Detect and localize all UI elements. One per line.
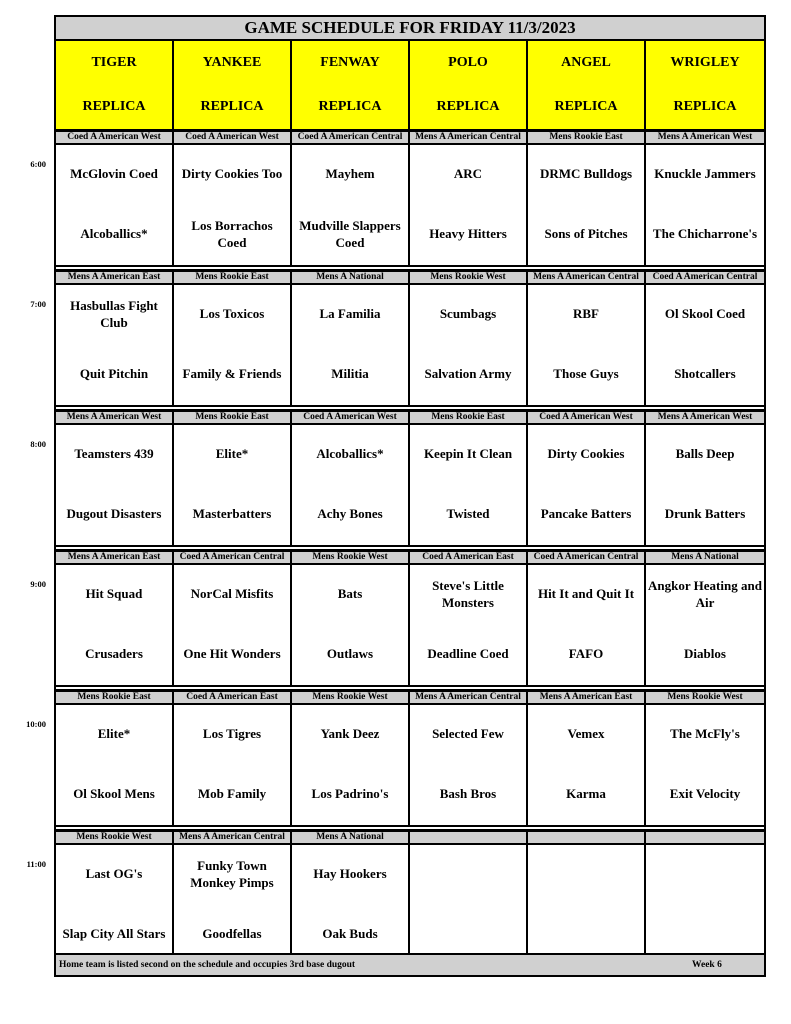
away-team: Mayhem: [325, 166, 375, 181]
game-cell: [174, 285, 292, 407]
away-team: NorCal Misfits: [190, 586, 274, 601]
game-cell: [56, 565, 174, 687]
home-team: Drunk Batters: [664, 506, 746, 521]
away-team: Dirty Cookies Too: [181, 166, 283, 181]
away-team: Hit Squad: [85, 586, 143, 601]
division-label: Mens A National: [292, 271, 410, 285]
division-label: Mens A American West: [646, 411, 764, 425]
away-team: McGlovin Coed: [70, 166, 158, 181]
away-team: Angkor Heating and Air: [648, 578, 762, 610]
away-team: Balls Deep: [675, 446, 735, 461]
game-cell: [646, 285, 764, 407]
home-team: Mob Family: [197, 786, 267, 801]
division-label: Coed A American East: [410, 551, 528, 565]
away-team: Scumbags: [439, 306, 497, 321]
home-team: Dugout Disasters: [66, 506, 162, 521]
game-cell: [528, 145, 646, 267]
game-cell: [292, 285, 410, 407]
division-label: Mens Rookie East: [174, 271, 292, 285]
home-team: Outlaws: [326, 646, 374, 661]
game-cell: [56, 845, 174, 967]
field-name: ANGEL: [561, 55, 611, 70]
game-cell: [528, 565, 646, 687]
home-team: Militia: [331, 366, 369, 381]
division-label: Mens A American East: [56, 551, 174, 565]
away-team: Hay Hookers: [313, 866, 387, 881]
field-header-angel: [528, 41, 646, 129]
time-slot-label: 7:00: [30, 299, 46, 309]
division-label: Coed A American Central: [528, 551, 646, 565]
game-cell: [410, 425, 528, 547]
away-team: DRMC Bulldogs: [539, 166, 633, 181]
away-team: Vemex: [567, 726, 605, 741]
game-cell: [292, 565, 410, 687]
division-label: Mens A National: [292, 831, 410, 845]
schedule-title: GAME SCHEDULE FOR FRIDAY 11/3/2023: [56, 17, 764, 41]
away-team: Last OG's: [85, 866, 143, 881]
game-cell: [56, 705, 174, 827]
game-cell: [56, 425, 174, 547]
away-team: Selected Few: [432, 726, 504, 741]
away-team: Dirty Cookies: [547, 446, 625, 461]
away-team: Hit It and Quit It: [537, 586, 635, 601]
field-header-polo: [410, 41, 528, 129]
away-team: Steve's Little Monsters: [432, 578, 504, 610]
home-team: Ol Skool Mens: [73, 786, 155, 801]
home-team: Slap City All Stars: [62, 926, 166, 941]
division-band: [56, 411, 764, 425]
field-header-yankee: [174, 41, 292, 129]
division-band: [56, 831, 764, 845]
away-team: Teamsters 439: [74, 446, 154, 461]
game-cell: [174, 845, 292, 967]
division-label: Mens Rookie East: [174, 411, 292, 425]
home-team: Los Borrachos Coed: [191, 218, 273, 250]
division-label: Coed A American Central: [646, 271, 764, 285]
time-slot-label: 9:00: [30, 579, 46, 589]
away-team: Keepin It Clean: [423, 446, 513, 461]
home-team: Exit Velocity: [669, 786, 741, 801]
away-team: Knuckle Jammers: [654, 166, 756, 181]
home-team: Los Padrino's: [311, 786, 389, 801]
game-cell: [410, 285, 528, 407]
field-subtitle: REPLICA: [554, 99, 618, 114]
schedule-sheet: [54, 15, 766, 977]
division-band: [56, 551, 764, 565]
game-cell: [292, 845, 410, 967]
division-label: Mens Rookie West: [646, 691, 764, 705]
home-team: Masterbatters: [192, 506, 272, 521]
home-team: Pancake Batters: [540, 506, 632, 521]
home-team: Heavy Hitters: [429, 226, 507, 241]
time-slot-label: 6:00: [30, 159, 46, 169]
home-team: Oak Buds: [322, 926, 378, 941]
division-label: [646, 831, 764, 845]
away-team: The McFly's: [670, 726, 740, 741]
game-cell: [528, 425, 646, 547]
away-team: La Familia: [319, 306, 381, 321]
away-team: Los Tigres: [202, 726, 262, 741]
away-team: Bats: [337, 586, 363, 601]
game-row: [56, 705, 764, 827]
home-team: Karma: [566, 786, 606, 801]
away-team: Elite*: [215, 446, 249, 461]
division-label: Mens Rookie East: [528, 131, 646, 145]
home-team: Shotcallers: [674, 366, 736, 381]
field-subtitle: REPLICA: [200, 99, 264, 114]
schedule-footer: [56, 953, 764, 975]
home-team: Twisted: [446, 506, 490, 521]
field-subtitle: REPLICA: [82, 99, 146, 114]
game-cell: [174, 705, 292, 827]
game-cell: [56, 285, 174, 407]
home-team-note: Home team is listed second on the schedule and occupies 3rd base dugout: [59, 960, 356, 970]
game-cell: [410, 145, 528, 267]
field-subtitle: REPLICA: [318, 99, 382, 114]
game-row: [56, 425, 764, 547]
field-header-row: [56, 41, 764, 129]
division-label: [410, 831, 528, 845]
game-cell: [528, 285, 646, 407]
game-cell: [646, 705, 764, 827]
division-label: Mens A American Central: [528, 271, 646, 285]
game-cell: [528, 845, 646, 967]
away-team: RBF: [573, 306, 599, 321]
game-row: [56, 565, 764, 687]
field-header-tiger: [56, 41, 174, 129]
home-team: Mudville Slappers Coed: [299, 218, 401, 250]
division-label: Mens A National: [646, 551, 764, 565]
home-team: FAFO: [568, 646, 604, 661]
division-label: Mens A American Central: [410, 131, 528, 145]
division-label: Mens Rookie East: [56, 691, 174, 705]
game-cell: [646, 425, 764, 547]
week-label: Week 6: [692, 960, 722, 970]
field-subtitle: REPLICA: [673, 99, 737, 114]
field-subtitle: REPLICA: [436, 99, 500, 114]
away-team: Hasbullas Fight Club: [70, 298, 158, 330]
game-row: [56, 285, 764, 407]
division-label: Mens A American East: [56, 271, 174, 285]
division-label: Mens A American East: [528, 691, 646, 705]
game-cell: [292, 425, 410, 547]
game-cell: [292, 705, 410, 827]
division-label: Coed A American West: [174, 131, 292, 145]
division-band: [56, 131, 764, 145]
game-cell: [174, 145, 292, 267]
away-team: ARC: [453, 166, 483, 181]
game-cell: [646, 845, 764, 967]
division-label: Coed A American West: [528, 411, 646, 425]
field-header-fenway: [292, 41, 410, 129]
division-label: Coed A American West: [292, 411, 410, 425]
division-label: Coed A American Central: [174, 551, 292, 565]
home-team: Salvation Army: [424, 366, 512, 381]
home-team: Achy Bones: [317, 506, 383, 521]
division-label: Mens A American Central: [410, 691, 528, 705]
home-team: Goodfellas: [202, 926, 262, 941]
away-team: Los Toxicos: [199, 306, 265, 321]
field-name: YANKEE: [202, 55, 262, 70]
division-label: Coed A American West: [56, 131, 174, 145]
home-team: Family & Friends: [182, 366, 282, 381]
game-cell: [528, 705, 646, 827]
away-team: Yank Deez: [320, 726, 380, 741]
division-label: Mens Rookie East: [410, 411, 528, 425]
division-band: [56, 271, 764, 285]
division-label: Mens A American Central: [174, 831, 292, 845]
field-header-wrigley: [646, 41, 764, 129]
home-team: The Chicharrone's: [652, 226, 758, 241]
away-team: Funky Town Monkey Pimps: [190, 858, 274, 890]
time-slot-label: 8:00: [30, 439, 46, 449]
game-cell: [410, 565, 528, 687]
home-team: Quit Pitchin: [79, 366, 149, 381]
division-label: Mens A American West: [646, 131, 764, 145]
home-team: Those Guys: [553, 366, 619, 381]
time-slot-label: 11:00: [26, 859, 46, 869]
field-name: FENWAY: [320, 55, 380, 70]
away-team: Ol Skool Coed: [664, 306, 746, 321]
field-name: POLO: [448, 55, 488, 70]
home-team: Bash Bros: [439, 786, 497, 801]
home-team: One Hit Wonders: [183, 646, 281, 661]
away-team: Elite*: [97, 726, 131, 741]
game-cell: [410, 845, 528, 967]
home-team: Crusaders: [85, 646, 143, 661]
home-team: Diablos: [684, 646, 726, 661]
division-label: Coed A American Central: [292, 131, 410, 145]
game-cell: [292, 145, 410, 267]
game-cell: [174, 565, 292, 687]
division-label: Mens Rookie West: [292, 691, 410, 705]
game-cell: [174, 425, 292, 547]
division-label: Mens Rookie West: [410, 271, 528, 285]
home-team: Sons of Pitches: [544, 226, 628, 241]
division-label: Coed A American East: [174, 691, 292, 705]
division-label: Mens Rookie West: [56, 831, 174, 845]
division-label: [528, 831, 646, 845]
field-name: WRIGLEY: [670, 55, 740, 70]
game-cell: [410, 705, 528, 827]
game-cell: [56, 145, 174, 267]
home-team: Alcoballics*: [80, 226, 148, 241]
time-slot-label: 10:00: [26, 719, 46, 729]
division-band: [56, 691, 764, 705]
division-label: Mens Rookie West: [292, 551, 410, 565]
division-label: Mens A American West: [56, 411, 174, 425]
field-name: TIGER: [91, 55, 137, 70]
game-cell: [646, 145, 764, 267]
home-team: Deadline Coed: [427, 646, 509, 661]
game-row: [56, 845, 764, 967]
game-cell: [646, 565, 764, 687]
away-team: Alcoballics*: [316, 446, 384, 461]
game-row: [56, 145, 764, 267]
